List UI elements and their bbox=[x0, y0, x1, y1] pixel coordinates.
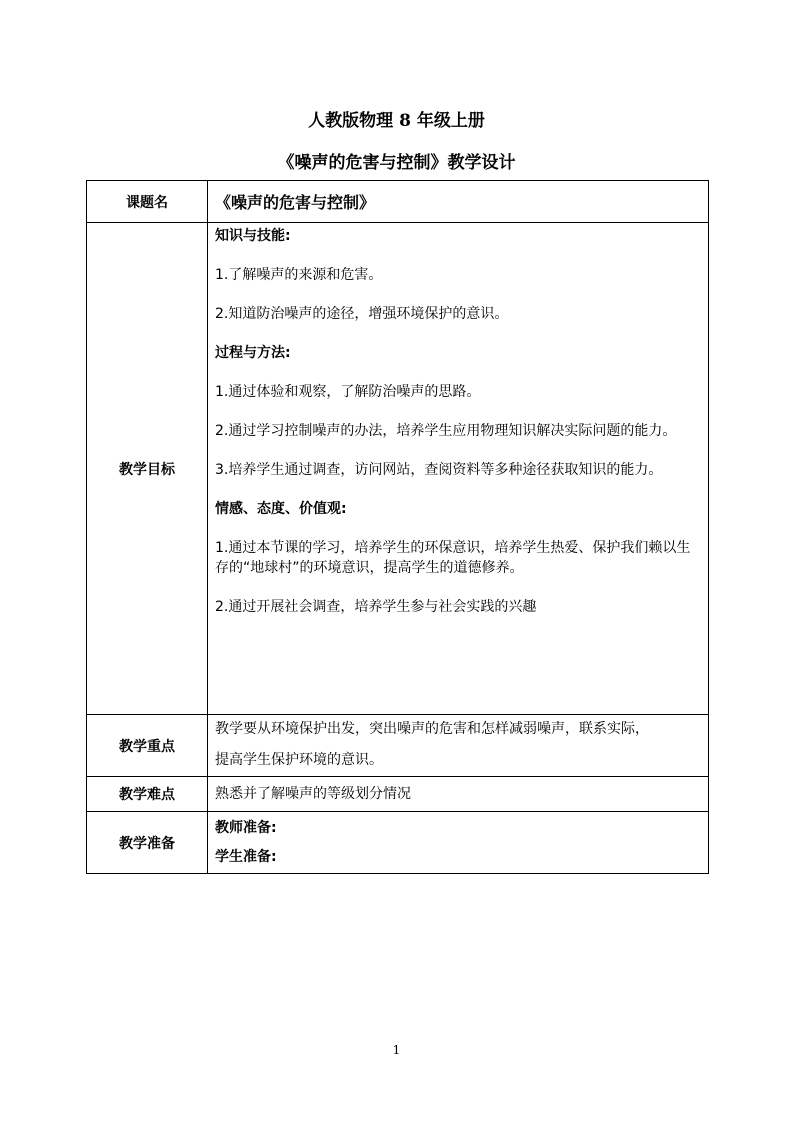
emotion-heading: 情感、态度、价值观: bbox=[215, 501, 347, 517]
objectives-cell bbox=[208, 223, 709, 715]
table-row-difficulties bbox=[87, 777, 709, 812]
teacher-preparation: 教师准备: bbox=[215, 820, 277, 836]
table-row-objectives bbox=[87, 223, 709, 715]
knowledge-item: 1.了解噪声的来源和危害。 bbox=[215, 267, 383, 283]
key-points-line: 提高学生保护环境的意识。 bbox=[215, 752, 383, 768]
key-points-cell bbox=[208, 715, 709, 777]
table-row-key-points bbox=[87, 715, 709, 777]
key-points-label: 教学重点 bbox=[87, 715, 208, 777]
page-number: 1 bbox=[392, 1043, 401, 1057]
lesson-plan-table bbox=[86, 180, 709, 874]
difficulties-value: 熟悉并了解噪声的等级划分情况 bbox=[215, 786, 411, 802]
emotion-item: 1.通过本节课的学习，培养学生的环保意识，培养学生热爱、保护我们赖以生存的“地球村”的环境意识，提高学生的道德修养。 bbox=[215, 540, 691, 576]
topic-label: 课题名 bbox=[87, 181, 208, 223]
preparation-cell bbox=[208, 812, 709, 874]
difficulties-label: 教学难点 bbox=[87, 777, 208, 812]
process-item: 3.培养学生通过调查，访问网站，查阅资料等多种途径获取知识的能力。 bbox=[215, 462, 663, 478]
knowledge-heading: 知识与技能: bbox=[215, 228, 291, 244]
objectives-label: 教学目标 bbox=[87, 223, 208, 715]
process-item: 2.通过学习控制噪声的办法，培养学生应用物理知识解决实际问题的能力。 bbox=[215, 423, 677, 439]
knowledge-item: 2.知道防治噪声的途径，增强环境保护的意识。 bbox=[215, 306, 509, 322]
document-title: 人教版物理 8 年级上册 bbox=[308, 111, 485, 131]
emotion-item: 2.通过开展社会调查，培养学生参与社会实践的兴趣 bbox=[215, 599, 537, 615]
topic-value: 《噪声的危害与控制》 bbox=[215, 193, 376, 212]
document-subtitle: 《噪声的危害与控制》教学设计 bbox=[277, 153, 516, 173]
table-row-preparation bbox=[87, 812, 709, 874]
key-points-line: 教学要从环境保护出发，突出噪声的危害和怎样减弱噪声，联系实际， bbox=[215, 721, 649, 737]
student-preparation: 学生准备: bbox=[215, 849, 277, 865]
process-heading: 过程与方法: bbox=[215, 345, 291, 361]
topic-cell bbox=[208, 181, 709, 223]
process-item: 1.通过体验和观察，了解防治噪声的思路。 bbox=[215, 384, 481, 400]
difficulties-cell bbox=[208, 777, 709, 812]
table-row-topic bbox=[87, 181, 709, 223]
preparation-label: 教学准备 bbox=[87, 812, 208, 874]
